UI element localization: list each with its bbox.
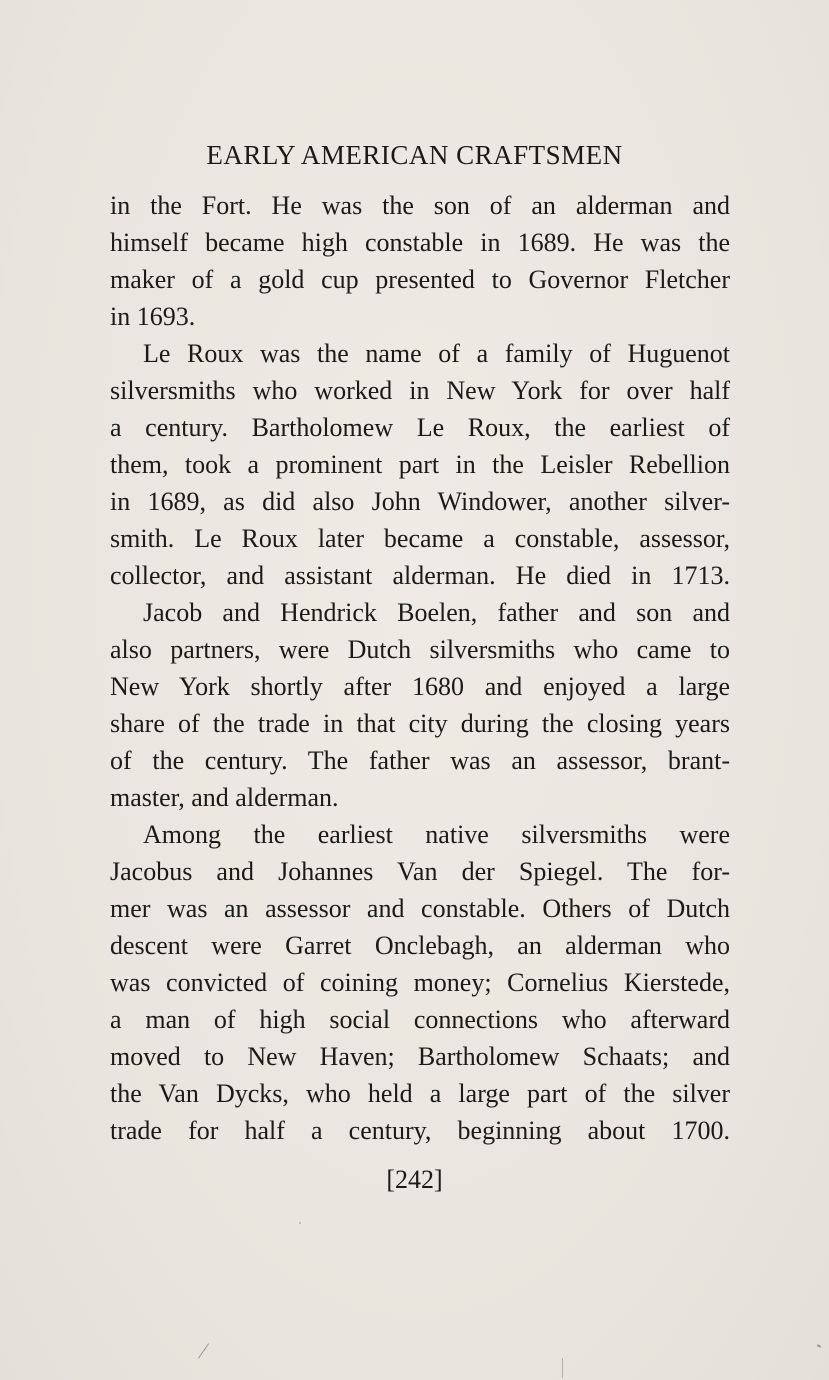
- text-line: smith. Le Roux later became a constable, assessor,: [110, 524, 730, 553]
- text-line: maker of a gold cup presented to Governor Fletcher: [110, 265, 730, 294]
- text-line: descent were Garret Onclebagh, an alderman who: [110, 931, 730, 960]
- text-line: also partners, were Dutch silversmiths who came to: [110, 635, 730, 664]
- text-line: silversmiths who worked in New York for over half: [110, 376, 730, 405]
- text-line: master, and alderman.: [110, 783, 339, 812]
- paper-speck: [198, 1343, 209, 1358]
- text-line: in 1693.: [110, 302, 196, 331]
- paragraph-start-line: Among the earliest native silversmiths were: [143, 820, 730, 849]
- text-line: them, took a prominent part in the Leisler Rebellion: [110, 450, 730, 479]
- text-line: was convicted of coining money; Cornelius Kierstede,: [110, 968, 730, 997]
- paper-speck: [817, 1344, 821, 1348]
- text-line: a man of high social connections who afterward: [110, 1005, 730, 1034]
- paper-speck: [299, 1222, 301, 1224]
- text-line: in 1689, as did also John Windower, another silver-: [110, 487, 730, 516]
- text-line: trade for half a century, beginning about 1700.: [110, 1116, 730, 1145]
- paper-speck: [562, 1358, 563, 1378]
- text-line: moved to New Haven; Bartholomew Schaats; and: [110, 1042, 730, 1071]
- running-header: EARLY AMERICAN CRAFTSMEN: [206, 140, 623, 170]
- text-line: of the century. The father was an assessor, brant-: [110, 746, 730, 775]
- text-line: New York shortly after 1680 and enjoyed a large: [110, 672, 730, 701]
- text-line: Jacobus and Johannes Van der Spiegel. The for-: [110, 857, 730, 886]
- paragraph-start-line: Jacob and Hendrick Boelen, father and son and: [143, 598, 730, 627]
- body-text: [110, 186, 730, 1148]
- text-line: share of the trade in that city during the closing years: [110, 709, 730, 738]
- text-line: himself became high constable in 1689. He was the: [110, 228, 730, 257]
- text-line: collector, and assistant alderman. He died in 1713.: [110, 561, 730, 590]
- text-line: mer was an assessor and constable. Others of Dutch: [110, 894, 730, 923]
- text-line: in the Fort. He was the son of an alderman and: [110, 191, 730, 220]
- text-line: the Van Dycks, who held a large part of the silver: [110, 1079, 730, 1108]
- text-line: a century. Bartholomew Le Roux, the earliest of: [110, 413, 730, 442]
- page-number: [242]: [386, 1165, 443, 1194]
- paragraph-start-line: Le Roux was the name of a family of Huguenot: [143, 339, 730, 368]
